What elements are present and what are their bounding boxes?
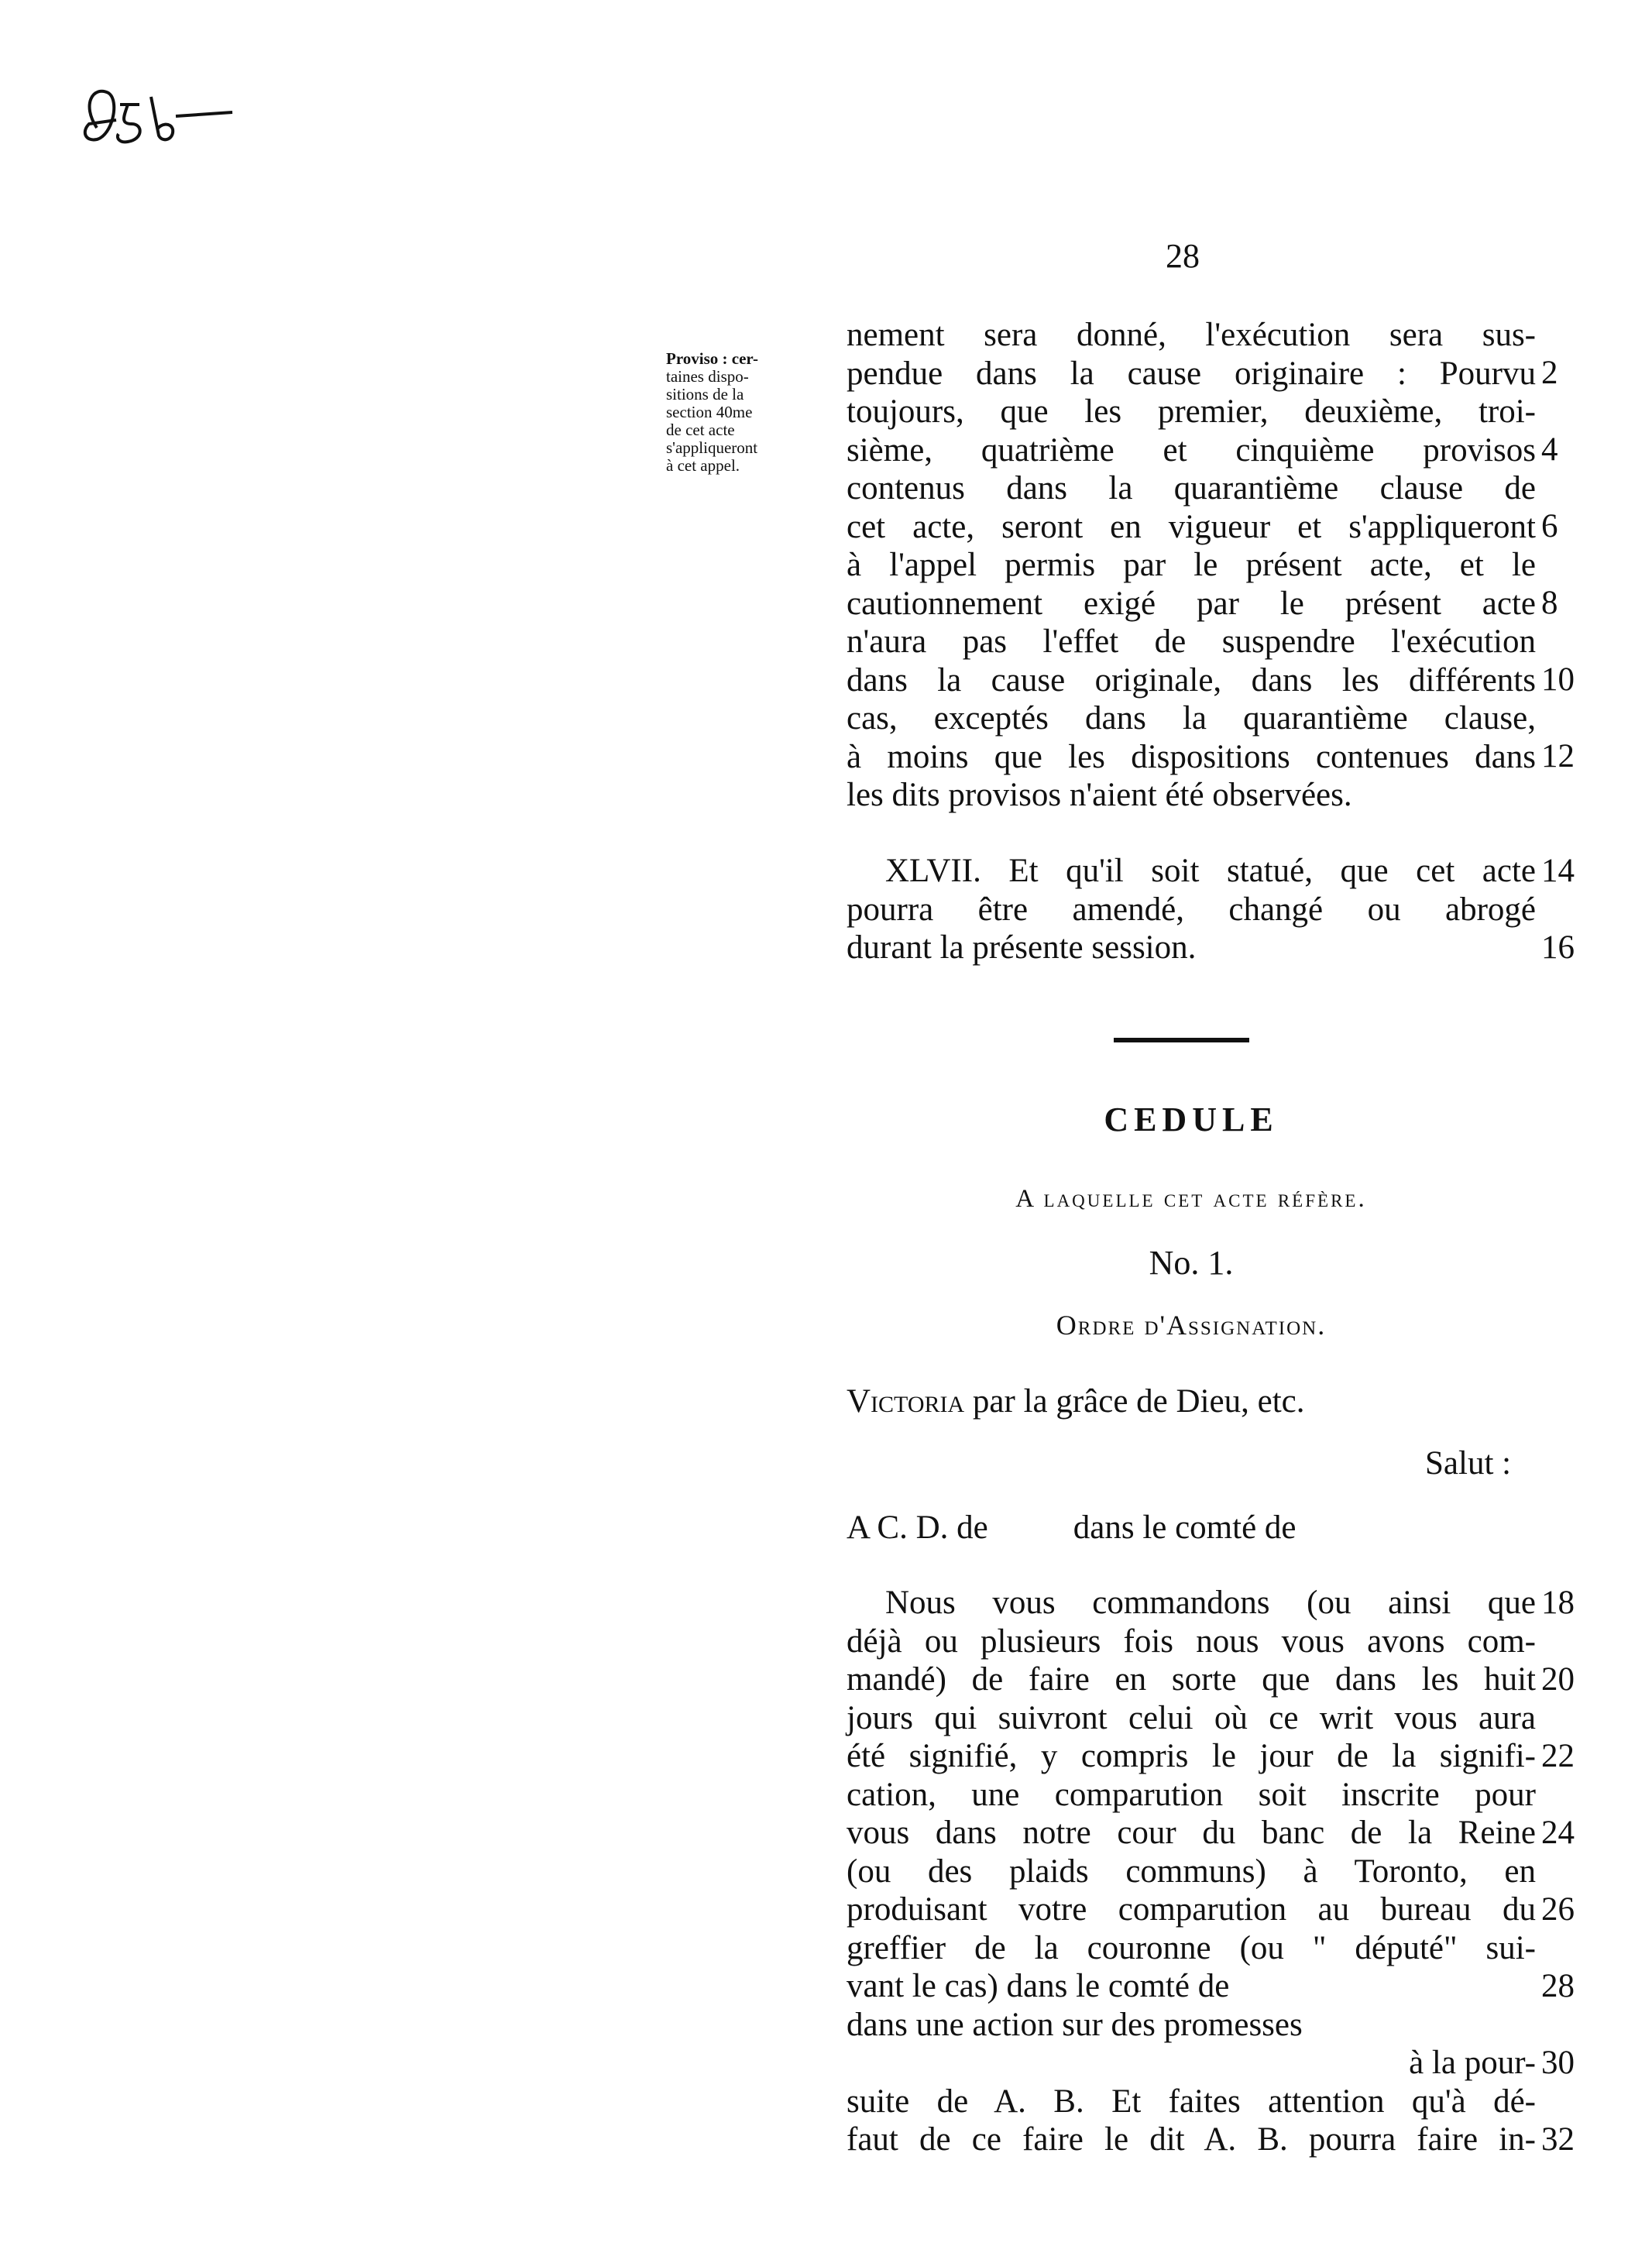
handwritten-annotation [74,74,259,159]
section-2-body [847,852,1536,967]
margin-note-line: sitions de la [666,385,744,403]
text-line: à l'appel permis par le présent acte, et le [847,547,1536,583]
text-line: cas, exceptés dans la quarantième clause, [847,700,1536,737]
text-line: dans la cause originale, dans les différents [847,661,1536,699]
cedule-subtitle: A laquelle cet acte réfère. [1015,1185,1367,1213]
line-number: 6 [1541,508,1558,544]
line-number: 32 [1541,2121,1575,2158]
text-line: (ou des plaids communs) à Toronto, en [847,1853,1536,1890]
schedule-heading: Ordre d'Assignation. [1056,1310,1327,1341]
text-line: vant le cas) dans le comté de [847,1968,1230,2004]
line-number: 26 [1541,1891,1575,1928]
victoria-name: Victoria [847,1383,965,1420]
text-line: XLVII. Et qu'il soit statué, que cet acte [885,853,1536,889]
cedule-title: CEDULE [1104,1101,1279,1138]
text-line: cet acte, seront en vigueur et s'appliqueront [847,508,1536,545]
line-number: 10 [1541,661,1575,698]
line-number: 2 [1541,355,1558,391]
text-line: jours qui suivront celui où ce writ vous aura [847,1699,1536,1736]
text-line: à moins que les dispositions contenues dans [847,738,1536,775]
text-line: suite de A. B. Et faites attention qu'à dé- [847,2083,1536,2120]
text-line: Nous vous commandons (ou ainsi que [885,1585,1536,1621]
text-line: été signifié, y compris le jour de la signifi- [847,1738,1536,1774]
text-line: pendue dans la cause originaire : Pourvu [847,355,1536,392]
victoria-rest: par la grâce de Dieu, etc. [964,1383,1305,1420]
line-number: 14 [1541,853,1575,889]
line-number: 24 [1541,1815,1575,1851]
text-line: vous dans notre cour du banc de la Reine [847,1815,1536,1851]
page-number: 28 [1166,237,1200,275]
line-number: 4 [1541,431,1558,468]
text-line: mandé) de faire en sorte que dans les huit [847,1661,1536,1698]
text-line: cation, une comparution soit inscrite pour [847,1776,1536,1813]
line-number: 18 [1541,1585,1575,1621]
salut: Salut : [1425,1445,1512,1482]
text-line: nement sera donné, l'exécution sera sus- [847,317,1536,353]
addressee-county: dans le comté de [1073,1509,1297,1546]
text-line: dans une action sur des promesses [847,2006,1303,2043]
addressee-line [847,1509,1536,1547]
margin-note-line: taines dispo- [666,367,749,386]
line-number: 16 [1541,929,1575,966]
line-number: 12 [1541,738,1575,774]
text-line: à la pour- [1409,2045,1536,2081]
margin-note-line: s'appliqueront [666,438,758,457]
margin-note-line: à cet appel. [666,456,740,475]
line-number: 22 [1541,1738,1575,1774]
section-divider [1114,1038,1249,1042]
section-3-body [847,1584,1536,2159]
schedule-number: No. 1. [1149,1244,1234,1282]
text-line: greffier de la couronne (ou " député" sui- [847,1929,1536,1966]
margin-note-line: section 40me [666,403,753,421]
margin-note-line: Proviso : cer- [666,349,758,368]
line-number: 8 [1541,585,1558,621]
text-line: sième, quatrième et cinquième provisos [847,431,1536,469]
text-line: toujours, que les premier, deuxième, troi- [847,393,1536,430]
text-line: pourra être amendé, changé ou abrogé [847,891,1536,928]
text-line: contenus dans la quarantième clause de [847,470,1536,507]
text-line: durant la présente session. [847,929,1197,966]
text-line: déjà ou plusieurs fois nous vous avons com- [847,1623,1536,1660]
margin-note-line: de cet acte [666,421,735,439]
text-line: produisant votre comparution au bureau du [847,1891,1536,1928]
salutation-line [847,1382,1304,1420]
text-line: n'aura pas l'effet de suspendre l'exécution [847,623,1536,660]
text-line: faut de ce faire le dit A. B. pourra faire in- [847,2121,1536,2158]
text-line: cautionnement exigé par le présent acte [847,585,1536,622]
text-line: les dits provisos n'aient été observées. [847,777,1352,813]
section-1-body [847,316,1536,815]
addressee-name: A C. D. de [847,1509,988,1546]
line-number: 28 [1541,1968,1575,2004]
line-number: 20 [1541,1661,1575,1698]
line-number: 30 [1541,2045,1575,2081]
margin-note [666,350,802,475]
